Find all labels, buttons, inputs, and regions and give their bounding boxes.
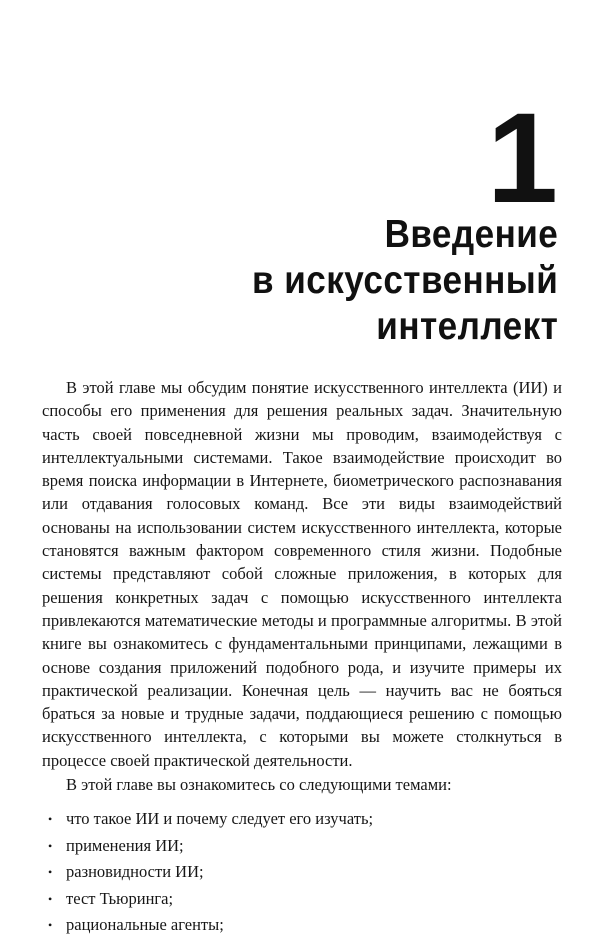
bullet-icon: •: [48, 865, 53, 880]
chapter-number: 1: [486, 87, 558, 230]
bullet-icon: •: [48, 891, 53, 906]
intro-paragraph: В этой главе мы обсудим понятие искусственного интеллекта (ИИ) и способы его применения для решения реальных задач. Значительную часть своей повседневной жизни мы проводим, взаимодействуя с интеллектуальными системами. Такое взаимодействие происходит во время поиска информации в Интернете, биометрического распознавания или отдавания голосовых команд. Все эти виды взаимодействий основаны на использовании систем искусственного интеллекта, которые становятся важным фактором современного стиля жизни. Подобные системы представляют собой сложные приложения, в которых для решения конкретных задач с помощью искусственного интеллекта привлекаются математические методы и программные алгоритмы. В этой книге вы ознакомитесь с фундаментальными принципами, лежащими в основе создания приложений подобного рода, и изучите примеры их практической реализации. Конечная цель — научить вас не бояться браться за новые и трудные задачи, поддающиеся решению с помощью искусственного интеллекта, с которыми вы можете столкнуться в процессе своей практической деятельности.: [42, 378, 562, 770]
chapter-title-line: Введение: [384, 213, 558, 256]
bullet-icon: •: [48, 838, 53, 853]
list-item: [42, 806, 562, 833]
bullet-icon: •: [48, 812, 53, 827]
list-item-text: разновидности ИИ;: [66, 862, 204, 882]
chapter-title-line: в искусственный: [251, 259, 558, 302]
bullet-icon: •: [48, 918, 53, 933]
list-item: [42, 859, 562, 886]
list-item-text: тест Тьюринга;: [66, 888, 174, 908]
list-item: [42, 833, 562, 860]
list-item: [42, 886, 562, 913]
list-item-text: что такое ИИ и почему следует его изучать;: [66, 809, 374, 829]
topics-list: [42, 806, 562, 939]
chapter-title: [252, 212, 558, 350]
topics-intro: В этой главе вы ознакомитесь со следующими темами:: [66, 775, 452, 795]
list-item: [42, 912, 562, 939]
body-text: [42, 376, 562, 939]
list-item-text: рациональные агенты;: [66, 915, 224, 935]
list-item-text: применения ИИ;: [66, 835, 184, 855]
chapter-title-line: интеллект: [376, 305, 558, 348]
